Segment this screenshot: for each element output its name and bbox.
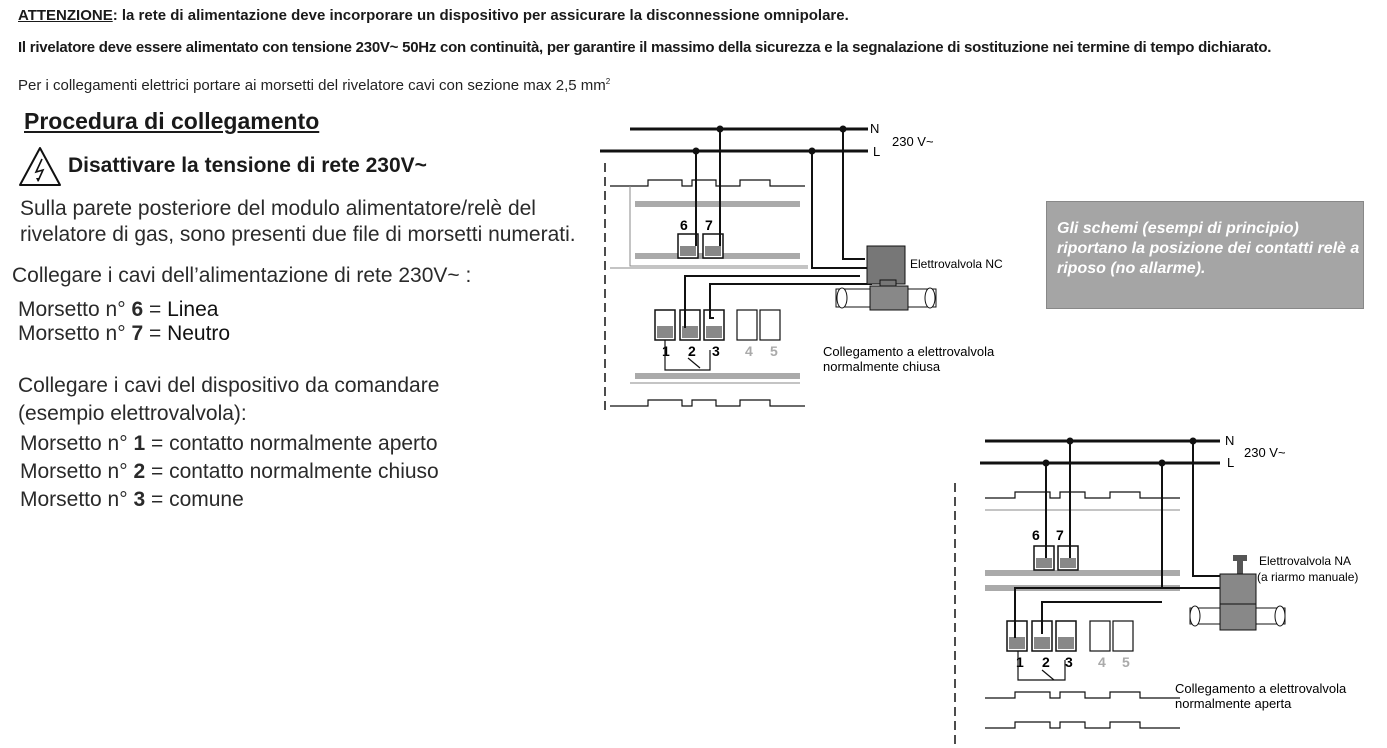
terminal-label-5: 5 [770,343,778,359]
intro-line-1: Sulla parete posteriore del modulo alimentatore/relè del [20,197,536,220]
attention-label: ATTENZIONE [18,7,113,24]
caption-na-line-2: normalmente aperta [1175,696,1292,711]
cable-text: Per i collegamenti elettrici portare ai morsetti del rivelatore cavi con sezione max 2,5 mm [18,77,606,94]
disable-voltage-heading: Disattivare la tensione di rete 230V~ [68,154,427,177]
supply-requirement-text: Il rivelatore deve essere alimentato con tensione 230V~ 50Hz con continuità, per garantire il massimo della sicurezza e la segnalazione di sostituzione nei termine di tempo dichiarato. [18,39,1272,56]
device-item-no [20,432,438,456]
valve-na-label-line-2: (a riarmo manuale) [1257,570,1359,584]
item-separator: = [143,322,168,345]
device-item-nc [20,460,439,484]
item-description: Linea [167,298,219,321]
item-separator: = [145,460,170,483]
mains-item-neutral [18,322,230,346]
item-description: comune [169,488,244,511]
terminal-label-4: 4 [745,343,753,359]
intro-line-2: rivelatore di gas, sono presenti due file di morsetti numerati. [20,223,576,246]
module-outline-bottom [610,400,805,406]
terminal-block-top [1034,546,1078,570]
caption-nc-line-2: normalmente chiusa [823,359,941,374]
module-outline-top [985,492,1180,498]
item-separator: = [145,432,170,455]
wiring-diagram-na [950,428,1387,748]
terminal-label-4: 4 [1098,654,1106,670]
module-outline-bottom [985,692,1180,698]
item-description: Neutro [167,322,231,345]
terminal-label-3: 3 [1065,654,1073,670]
item-separator: = [143,298,168,321]
terminal-label-1: 1 [662,343,670,359]
neutral-label: N [1225,433,1235,448]
device-item-common [20,488,244,512]
item-number: 1 [133,432,146,455]
terminal-label-6: 6 [1032,527,1040,543]
high-voltage-warning-icon [18,145,62,187]
terminal-label-7: 7 [705,217,713,233]
caption-nc-line-1: Collegamento a elettrovalvola [823,344,995,359]
item-description: contatto normalmente chiuso [169,460,439,483]
terminal-label-3: 3 [712,343,720,359]
item-prefix: Morsetto n° [18,298,132,321]
wiring-diagram-nc [600,118,1040,418]
item-prefix: Morsetto n° [20,488,134,511]
terminal-label-2: 2 [688,343,696,359]
solenoid-valve-nc [836,246,936,310]
item-number: 2 [133,460,146,483]
terminal-label-1: 1 [1016,654,1024,670]
procedure-title: Procedura di collegamento [24,108,320,134]
valve-na-label-line-1: Elettrovalvola NA [1259,554,1352,568]
terminal-label-6: 6 [680,217,688,233]
device-heading-line-2: (esempio elettrovalvola): [18,402,247,425]
module-outline-top [610,180,805,186]
cable-superscript: 2 [605,77,611,86]
item-prefix: Morsetto n° [20,432,134,455]
voltage-label: 230 V~ [892,134,934,149]
cable-section-note [18,77,610,94]
device-heading-line-1: Collegare i cavi del dispositivo da comandare [18,374,440,397]
mains-item-line [18,298,218,322]
terminal-label-5: 5 [1122,654,1130,670]
live-label: L [873,144,881,159]
item-number: 7 [131,322,144,345]
live-label: L [1227,455,1235,470]
terminal-block-bottom [655,310,780,340]
neutral-label: N [870,121,880,136]
mains-heading: Collegare i cavi dell’alimentazione di rete 230V~ : [12,264,472,287]
caption-na-line-1: Collegamento a elettrovalvola [1175,681,1347,696]
valve-nc-label: Elettrovalvola NC [910,257,1003,271]
voltage-label: 230 V~ [1244,445,1286,460]
attention-text: : la rete di alimentazione deve incorporare un dispositivo per assicurare la disconnessione omnipolare. [112,7,849,24]
item-number: 3 [133,488,146,511]
item-separator: = [145,488,170,511]
info-box: Gli schemi (esempi di principio) riportano la posizione dei contatti relè a riposo (no allarme). [1046,201,1364,309]
item-prefix: Morsetto n° [20,460,134,483]
terminal-block-bottom [1007,621,1133,651]
item-number: 6 [131,298,144,321]
terminal-label-2: 2 [1042,654,1050,670]
item-prefix: Morsetto n° [18,322,132,345]
item-description: contatto normalmente aperto [169,432,438,455]
terminal-label-7: 7 [1056,527,1064,543]
attention-notice [18,7,849,24]
